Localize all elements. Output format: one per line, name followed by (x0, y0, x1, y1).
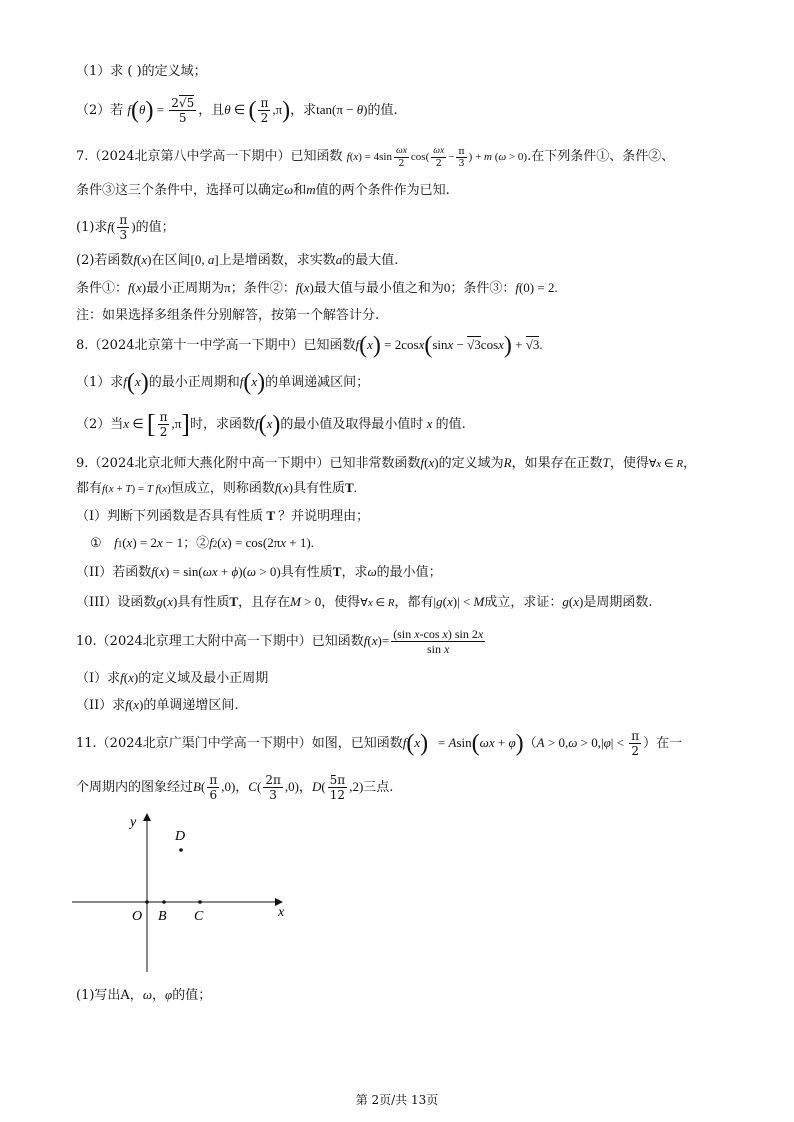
q9-line2: 都有f(x + T) = T f(x)恒成立，则称函数f(x)具有性质T. (76, 480, 357, 496)
d-label: D (175, 829, 186, 844)
q7-conditions: 条件①：f(x)最小正周期为π；条件②：f(x)最大值与最小值之和为0；条件③：f(0) = 2. (76, 280, 558, 296)
q10-part1: （I）求f(x)的定义域及最小正周期 (76, 670, 269, 686)
q11-line2: 个周期内的图象经过B( $\frac{\pi}{6}$ ,0)，C( $\frac{2\pi}{3}$ ,0)，D( $\frac{5\pi}{12}$ ,2)三点. (76, 773, 394, 802)
origin-point (145, 900, 149, 904)
q10-heading: 10.（2024北京理工大附中高一下期中）已知函数f(x)= $\frac{\text{(sin x-cos x) sin 2x}}{\text{sin x}}$ (76, 627, 484, 656)
point-c (198, 900, 202, 904)
q7-part2: (2)若函数f(x)在区间[0, a]上是增函数，求实数a的最大值. (76, 252, 399, 268)
q11-part1: (1)写出A，ω，φ的值； (76, 987, 212, 1003)
q9-part3: （III）设函数g(x)具有性质T，且存在M > 0，使得∀x ∈ R，都有|g(x)| < M成立，求证：g(x)是周期函数. (76, 594, 653, 610)
q10-part2: （II）求f(x)的单调递增区间. (76, 697, 239, 713)
q9-heading: 9.（2024北京北师大燕化附中高一下期中）已知非常数函数f(x)的定义域为R，如果存在正数T，使得∀x ∈ R， (76, 455, 697, 471)
q8-part2: （2）当x ∈ [ $\frac{\pi}{2}$ ,π]时，求函数f(x)的最小值及取得最小值时 x 的值. (76, 409, 466, 439)
coordinate-figure (60, 808, 300, 980)
q7-part1: (1)求f( $\frac{\pi}{3}$ )的值； (76, 213, 175, 242)
q6-part2: （2）若 f(θ) = $\frac{2√5}{5}$ ，且θ ∈ ( $\frac{\pi}{2}$ ,π)，求tan(π − θ)的值. (76, 96, 398, 125)
page-footer: 第 2页/共 13页 (355, 1093, 439, 1107)
q11-heading: 11.（2024北京广渠门中学高一下期中）如图，已知函数f(x) = Asin(ωx + φ)（A > 0,ω > 0,|φ| < $\frac{\pi}{2}$ ）在一 (76, 729, 683, 758)
point-d (179, 848, 183, 852)
b-label: B (158, 909, 167, 924)
q9-part1-items: ① f1(x) = 2x − 1；②f2(x) = cos(2πx + 1). (90, 535, 314, 551)
c-label: C (194, 909, 204, 924)
q6-part1: （1）求 ( )的定义域； (76, 64, 207, 79)
point-b (162, 900, 166, 904)
q8-part1: （1）求f(x)的最小正周期和f(x)的单调递减区间； (76, 369, 370, 396)
q9-part1: （I）判断下列函数是否具有性质 T ？并说明理由； (76, 508, 370, 524)
origin-label: O (132, 909, 143, 924)
y-axis-label: y (130, 815, 137, 830)
q7-note: 注：如果选择多组条件分别解答，按第一个解答计分. (76, 308, 380, 323)
q7-line2: 条件③这三个条件中，选择可以确定ω和m值的两个条件作为已知. (76, 182, 450, 198)
q8-heading: 8.（2024北京第十一中学高一下期中）已知函数f(x) = 2cosx(sinx − √3cosx) + √3. (76, 332, 543, 359)
q9-part2: （II）若函数f(x) = sin(ωx + ϕ)(ω > 0)具有性质T，求ω的最小值； (76, 564, 442, 580)
x-axis-label: x (278, 905, 285, 920)
q7-heading: 7.（2024北京第八中学高一下期中）已知函数 f(x) = 4sin $\frac{\omega x}{2}$ cos( $\frac{\omega x}{2}$ − $\frac{\pi}{3}$ ) + m (ω > 0).在下列条件①、条件②、 (76, 145, 675, 169)
